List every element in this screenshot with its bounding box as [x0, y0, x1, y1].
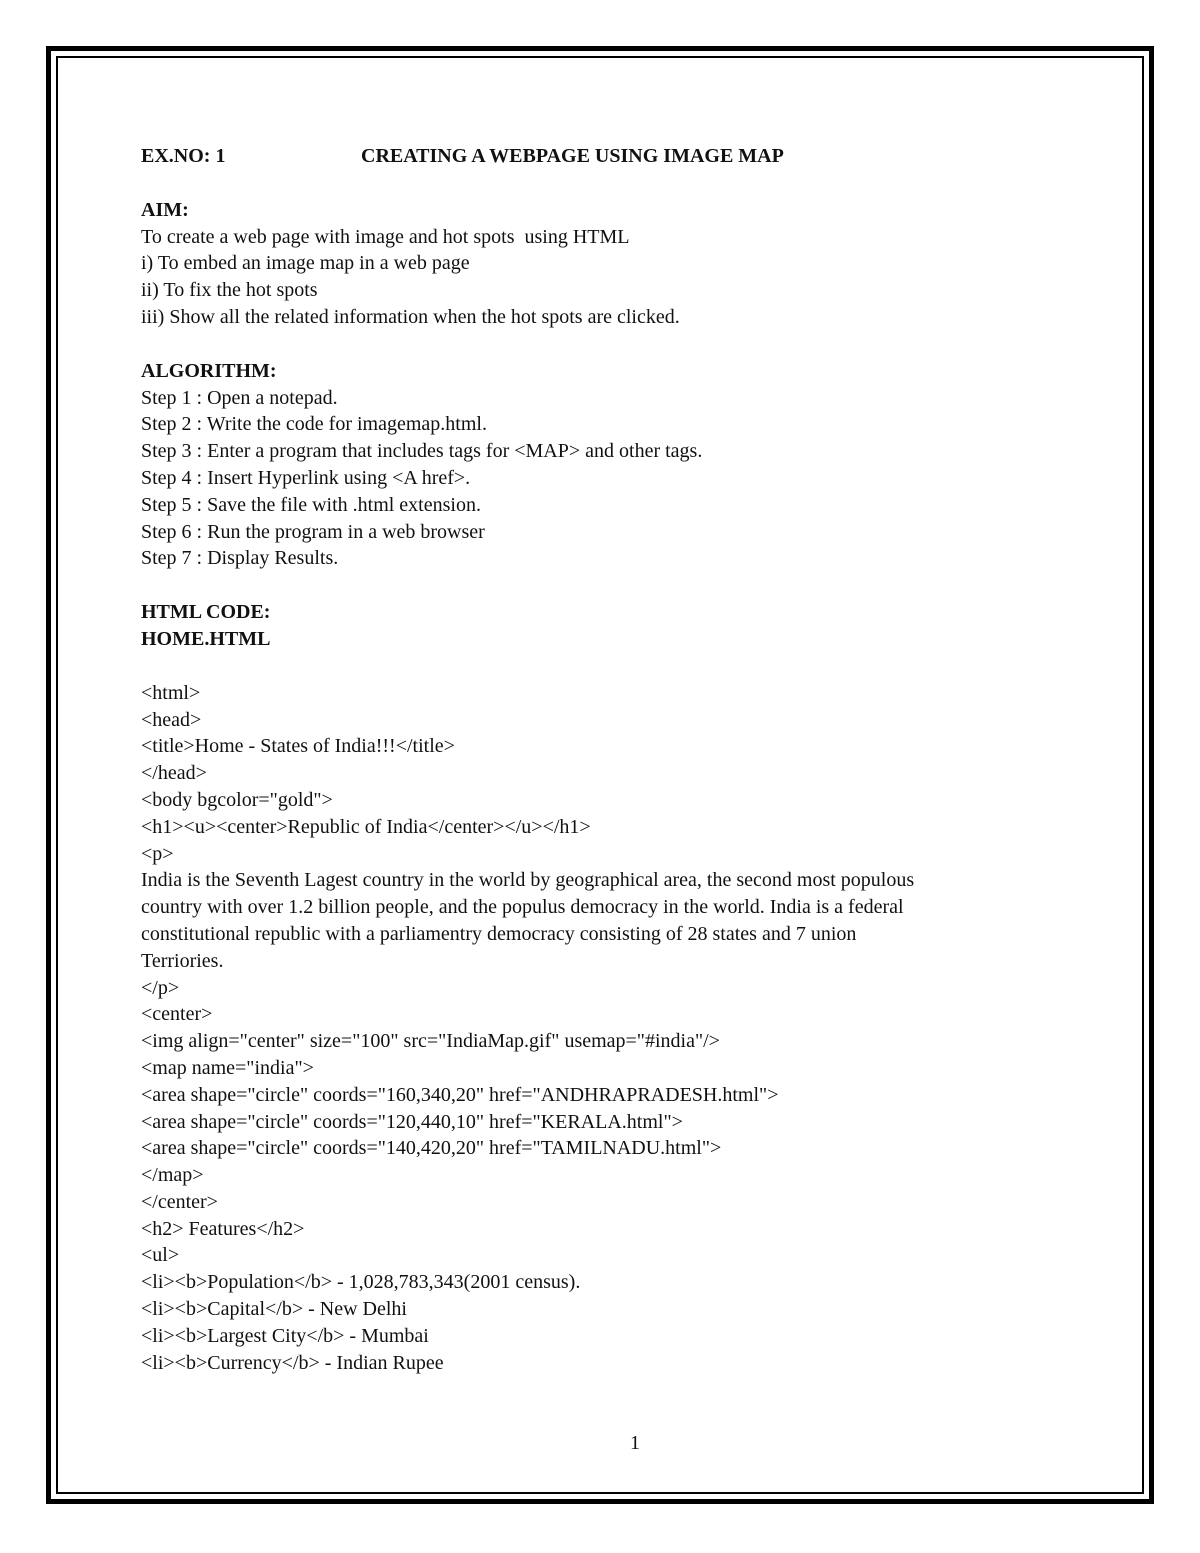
code-line: </p>: [141, 976, 180, 999]
algorithm-heading: ALGORITHM:: [141, 359, 277, 382]
code-line: <ul>: [141, 1244, 180, 1267]
page-number: 1: [630, 1432, 640, 1454]
algorithm-step: Step 3 : Enter a program that includes tags for <MAP> and other tags.: [141, 440, 703, 463]
algorithm-step: Step 5 : Save the file with .html extension.: [141, 493, 481, 516]
code-line: <h2> Features</h2>: [141, 1217, 305, 1240]
code-line: <li><b>Largest City</b> - Mumbai: [141, 1324, 429, 1347]
code-line: <li><b>Currency</b> - Indian Rupee: [141, 1351, 444, 1374]
exercise-title: CREATING A WEBPAGE USING IMAGE MAP: [361, 145, 784, 167]
code-heading: HTML CODE:: [141, 601, 271, 624]
page-content: [141, 143, 1081, 1376]
aim-list: [141, 224, 1081, 331]
code-line: </center>: [141, 1190, 218, 1213]
paragraph-line: country with over 1.2 billion people, and the populus democracy in the world. India is a federal: [141, 896, 904, 919]
algorithm-step: Step 1 : Open a notepad.: [141, 386, 338, 409]
code-block-end: [141, 975, 1081, 1377]
code-line: <center>: [141, 1003, 213, 1026]
code-paragraph: [141, 867, 1081, 974]
exercise-number: EX.NO: 1: [141, 145, 226, 167]
aim-line: iii) Show all the related information when the hot spots are clicked.: [141, 305, 680, 328]
paragraph-line: Terriories.: [141, 949, 224, 972]
code-line: <map name="india">: [141, 1056, 314, 1079]
code-line: <li><b>Population</b> - 1,028,783,343(2001 census).: [141, 1271, 581, 1294]
algorithm-step: Step 6 : Run the program in a web browser: [141, 520, 485, 543]
code-line: <title>Home - States of India!!!</title>: [141, 735, 455, 758]
code-line: <h1><u><center>Republic of India</center></u></h1>: [141, 815, 591, 838]
aim-line: ii) To fix the hot spots: [141, 279, 318, 302]
code-line: <area shape="circle" coords="140,420,20" href="TAMILNADU.html">: [141, 1137, 722, 1160]
algorithm-step: Step 4 : Insert Hyperlink using <A href>.: [141, 466, 471, 489]
code-line: <area shape="circle" coords="120,440,10" href="KERALA.html">: [141, 1110, 683, 1133]
paragraph-line: India is the Seventh Lagest country in the world by geographical area, the second most populous: [141, 869, 915, 892]
code-line: <img align="center" size="100" src="IndiaMap.gif" usemap="#india"/>: [141, 1030, 720, 1053]
algorithm-step: Step 2 : Write the code for imagemap.html.: [141, 413, 487, 436]
paragraph-line: constitutional republic with a parliamentry democracy consisting of 28 states and 7 union: [141, 922, 857, 945]
code-line: <head>: [141, 708, 202, 731]
code-file-name: HOME.HTML: [141, 627, 271, 650]
code-block-start: [141, 680, 1081, 868]
code-line: </head>: [141, 762, 207, 785]
algorithm-step: Step 7 : Display Results.: [141, 547, 339, 570]
code-line: <area shape="circle" coords="160,340,20" href="ANDHRAPRADESH.html">: [141, 1083, 779, 1106]
aim-line: To create a web page with image and hot spots using HTML: [141, 225, 630, 248]
code-line: <html>: [141, 681, 201, 704]
code-line: </map>: [141, 1164, 204, 1187]
code-line: <p>: [141, 842, 174, 865]
aim-line: i) To embed an image map in a web page: [141, 252, 470, 275]
code-line: <li><b>Capital</b> - New Delhi: [141, 1298, 407, 1321]
algorithm-steps: [141, 385, 1081, 573]
aim-heading: AIM:: [141, 198, 189, 221]
code-line: <body bgcolor="gold">: [141, 788, 333, 811]
exercise-header: [141, 143, 1081, 170]
